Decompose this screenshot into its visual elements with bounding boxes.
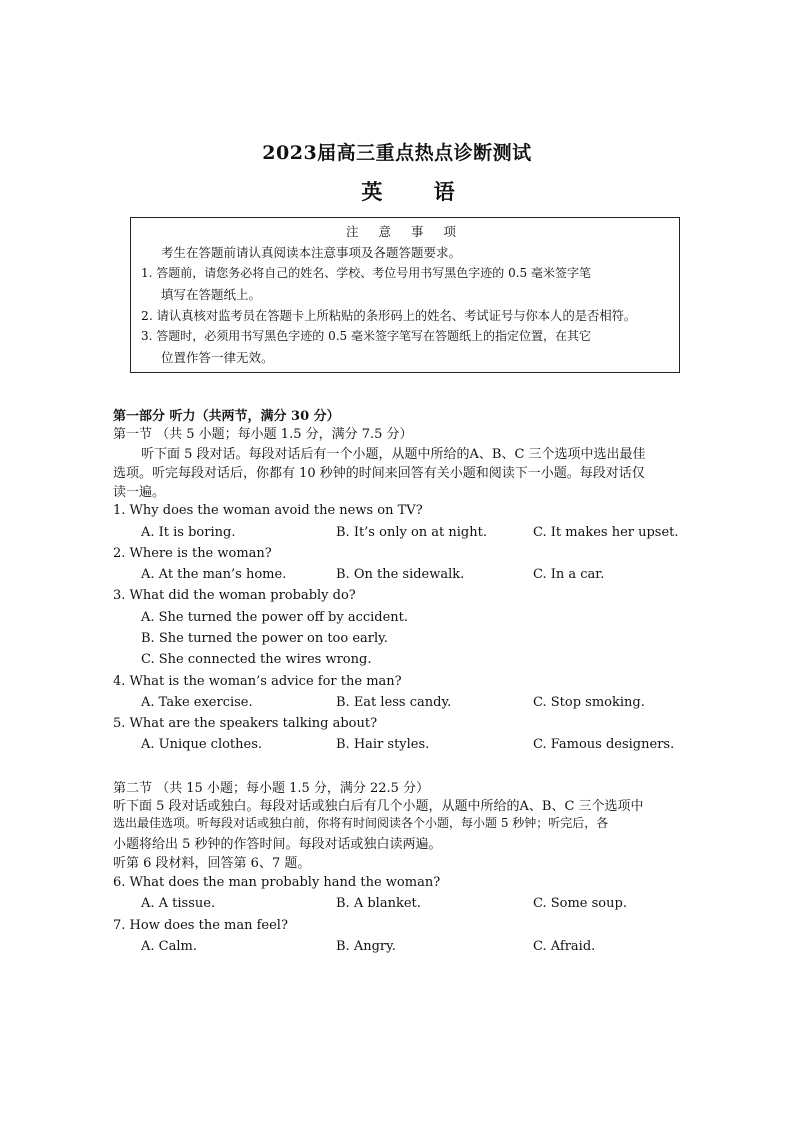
q7-option-c: C. Afraid. xyxy=(533,939,596,954)
q2-option-b: B. On the sidewalk. xyxy=(336,567,465,582)
notice-box xyxy=(130,217,680,373)
q1-option-b: B. It’s only on at night. xyxy=(336,525,487,540)
q5-option-c: C. Famous designers. xyxy=(533,737,675,752)
q5-option-a: A. Unique clothes. xyxy=(141,737,263,752)
q1-option-c: C. It makes her upset. xyxy=(533,525,679,540)
q2-option-c: C. In a car. xyxy=(533,567,605,582)
q1-option-a: A. It is boring. xyxy=(141,525,236,540)
q7-option-a: A. Calm. xyxy=(141,939,197,954)
part1-heading: 第一部分 听力（共两节，满分 30 分） xyxy=(113,409,340,424)
q4-option-a: A. Take exercise. xyxy=(141,695,253,710)
q6-option-a: A. A tissue. xyxy=(141,896,216,911)
q3-option-a: A. She turned the power off by accident. xyxy=(141,610,409,625)
question-4: 4. What is the woman’s advice for the man? xyxy=(113,674,402,689)
notice-item-3: 3. 答题时，必须用书写黑色字迹的 0.5 毫米签字笔写在答题纸上的指定位置，在其它 xyxy=(141,329,591,343)
q3-option-c: C. She connected the wires wrong. xyxy=(141,652,372,667)
q6-option-c: C. Some soup. xyxy=(533,896,627,911)
q4-option-c: C. Stop smoking. xyxy=(533,695,645,710)
question-3: 3. What did the woman probably do? xyxy=(113,588,356,603)
notice-heading: 注 意 事 项 xyxy=(346,224,464,239)
section2-material: 听第 6 段材料，回答第 6、7 题。 xyxy=(113,856,311,871)
question-1: 1. Why does the woman avoid the news on TV? xyxy=(113,503,423,518)
question-6: 6. What does the man probably hand the woman? xyxy=(113,875,441,890)
notice-intro: 考生在答题前请认真阅读本注意事项及各题答题要求。 xyxy=(161,245,462,260)
notice-item-2: 2. 请认真核对监考员在答题卡上所粘贴的条形码上的姓名、考试证号与你本人的是否相符。 xyxy=(141,309,637,323)
section2-heading: 第二节 （共 15 小题；每小题 1.5 分，满分 22.5 分） xyxy=(113,781,430,796)
subject-title: 英 语 xyxy=(361,179,477,204)
q3-option-b: B. She turned the power on too early. xyxy=(141,631,388,646)
section2-instr-2: 选出最佳选项。听每段对话或独白前，你将有时间阅读各个小题，每小题 5 秒钟；听完后，各 xyxy=(113,816,609,830)
q2-option-a: A. At the man’s home. xyxy=(141,567,287,582)
q5-option-b: B. Hair styles. xyxy=(336,737,430,752)
q4-option-b: B. Eat less candy. xyxy=(336,695,452,710)
q7-option-b: B. Angry. xyxy=(336,939,396,954)
exam-title: 2023届高三重点热点诊断测试 xyxy=(262,142,532,164)
section2-instr-3: 小题将给出 5 秒钟的作答时间。每段对话或独白读两遍。 xyxy=(113,837,442,852)
notice-item-1-cont: 填写在答题纸上。 xyxy=(161,287,262,302)
section1-instr-2: 选项。听完每段对话后，你都有 10 秒钟的时间来回答有关小题和阅读下一小题。每段对话仅 xyxy=(113,466,645,481)
notice-item-3-cont: 位置作答一律无效。 xyxy=(161,350,274,365)
section1-instr-3: 读一遍。 xyxy=(113,485,166,500)
q6-option-b: B. A blanket. xyxy=(336,896,421,911)
section2-instr-1: 听下面 5 段对话或独白。每段对话或独白后有几个小题，从题中所给的A、B、C 三个选项中 xyxy=(113,799,644,814)
notice-item-1: 1. 答题前，请您务必将自己的姓名、学校、考位号用书写黑色字迹的 0.5 毫米签字笔 xyxy=(141,266,591,280)
section1-instr-1: 听下面 5 段对话。每段对话后有一个小题，从题中所给的A、B、C 三个选项中选出最佳 xyxy=(141,447,646,462)
question-5: 5. What are the speakers talking about? xyxy=(113,716,378,731)
question-7: 7. How does the man feel? xyxy=(113,918,288,933)
question-2: 2. Where is the woman? xyxy=(113,546,272,561)
section1-heading: 第一节 （共 5 小题；每小题 1.5 分，满分 7.5 分） xyxy=(113,427,413,442)
